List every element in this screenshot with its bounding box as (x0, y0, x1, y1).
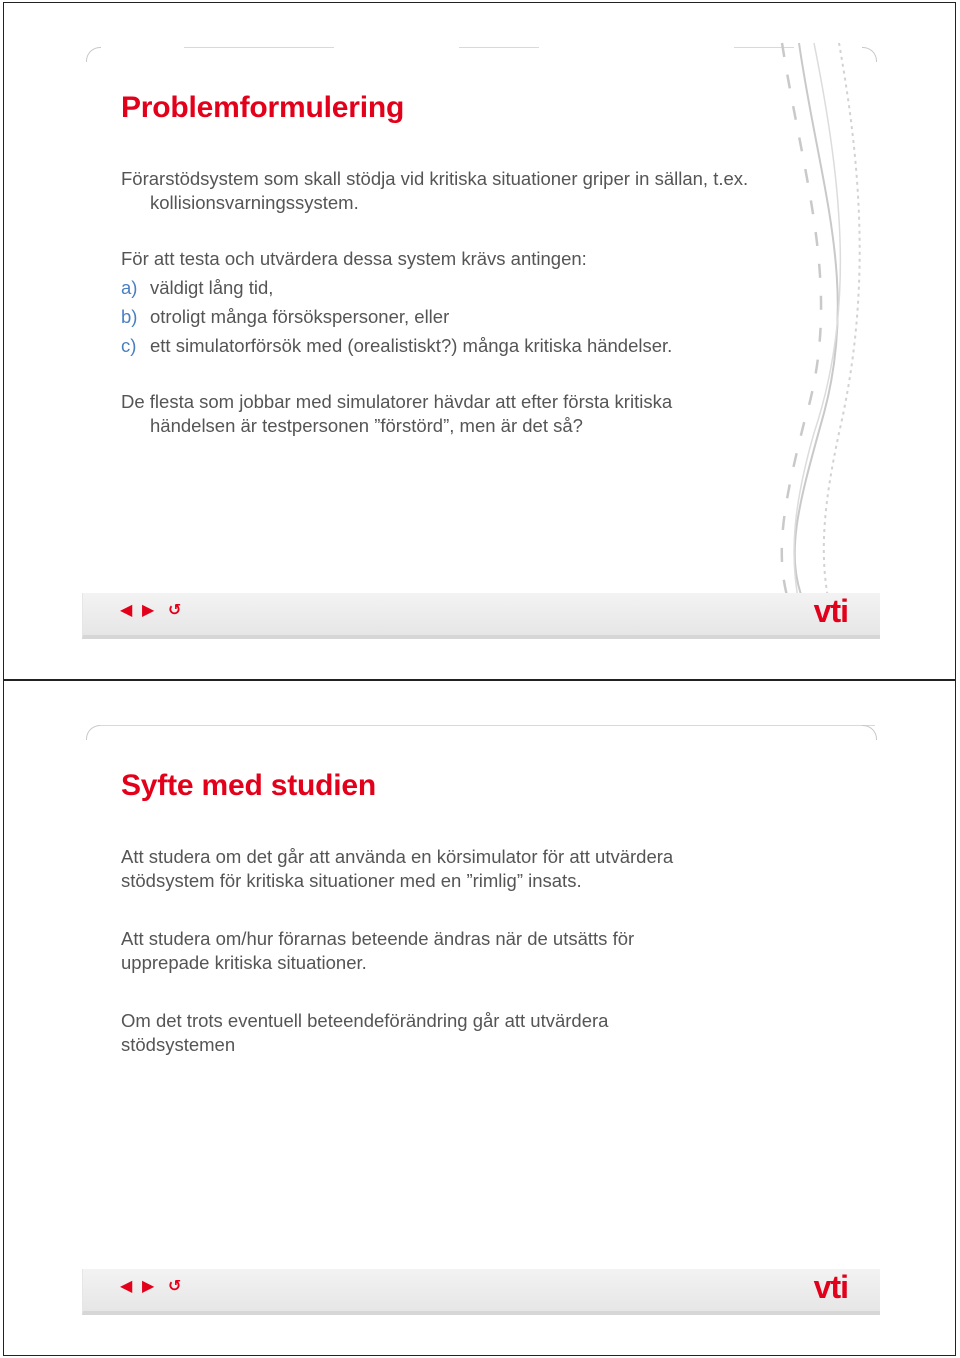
prev-slide-icon[interactable]: ◀ (120, 602, 133, 619)
list-text: otroligt många försökspersoner, eller (150, 306, 450, 327)
next-slide-icon[interactable]: ▶ (142, 602, 155, 619)
slide-problemformulering (3, 2, 956, 680)
list-item-a (121, 276, 761, 300)
slide-title: Problemformulering (121, 91, 405, 124)
footer-bar (82, 1269, 880, 1315)
frame-corner-left (86, 47, 101, 62)
slide-syfte (3, 680, 956, 1356)
frame-corner-left (86, 725, 101, 740)
slide-footer (82, 593, 882, 639)
purpose-paragraph: Att studera om/hur förarnas beteende ändras när de utsätts för upprepade kritiska situationer. (121, 928, 635, 973)
vti-logo: vti (813, 593, 848, 629)
frame-line (100, 725, 875, 726)
list-item-c (121, 334, 761, 358)
purpose-paragraph: Att studera om det går att använda en körsimulator för att utvärdera stödsystem för kritiska situationer med en ”rimlig” insats. (121, 846, 674, 891)
list-text: ett simulatorförsök med (orealistiskt?) många kritiska händelser. (150, 335, 673, 356)
slide-body (121, 845, 721, 1067)
frame-line (459, 47, 539, 48)
frame-line (184, 47, 334, 48)
return-icon[interactable]: ↺ (168, 1278, 182, 1295)
intro-paragraph: Förarstödsystem som skall stödja vid kritiska situationer griper in sällan, t.ex. kollisionsvarningssystem. (121, 168, 749, 213)
frame-corner-right (862, 725, 877, 740)
requirement-paragraph: För att testa och utvärdera dessa system krävs antingen: (121, 248, 587, 269)
vti-logo: vti (813, 1269, 848, 1305)
next-slide-icon[interactable]: ▶ (142, 1278, 155, 1295)
slide-title: Syfte med studien (121, 769, 376, 802)
slide-body (121, 167, 761, 448)
slide-footer (82, 1269, 882, 1315)
purpose-paragraph: Om det trots eventuell beteendeförändring går att utvärdera stödsystemen (121, 1010, 609, 1055)
note-paragraph: De flesta som jobbar med simulatorer hävdar att efter första kritiska händelsen är testpersonen ”förstörd”, men är det så? (121, 391, 673, 436)
list-text: väldigt lång tid, (150, 277, 274, 298)
footer-bar (82, 593, 880, 639)
list-marker: a) (121, 277, 138, 298)
decorative-road-lines (744, 33, 884, 603)
list-item-b (121, 305, 761, 329)
return-icon[interactable]: ↺ (168, 602, 182, 619)
list-marker: b) (121, 306, 138, 327)
prev-slide-icon[interactable]: ◀ (120, 1278, 133, 1295)
list-marker: c) (121, 335, 137, 356)
